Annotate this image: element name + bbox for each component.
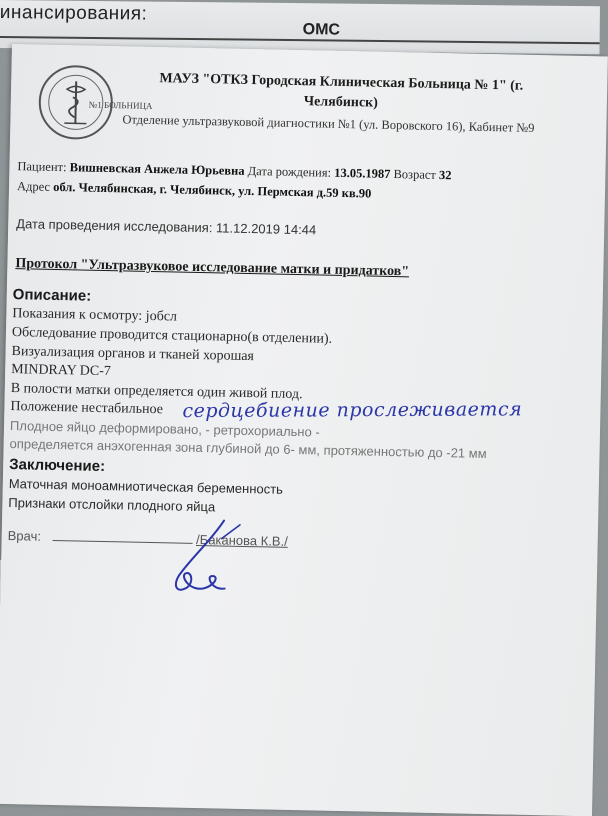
patient-address: обл. Челябинская, г. Челябинск, ул. Пермская д.59 кв.90	[53, 179, 372, 201]
birth-date: 13.05.1987	[334, 165, 391, 181]
department-name: Отделение ультразвуковой диагностики №1 (ул. Воровского 16), Кабинет №9	[122, 112, 535, 135]
description-line: Положение нестабильное	[10, 399, 164, 418]
description-line: В полости матки определяется один живой плод.	[10, 381, 303, 403]
doctor-name: /Баканова К.В./	[195, 531, 288, 549]
patient-name: Вишневская Анжела Юрьевна	[69, 160, 245, 178]
description-line: MINDRAY DC-7	[11, 362, 112, 380]
patient-age: 32	[438, 167, 452, 183]
ultrasound-report-sheet	[0, 44, 608, 816]
conclusion-title: Заключение:	[9, 456, 106, 476]
description-line: Плодное яйцо деформировано, - ретрохориально -	[9, 418, 320, 440]
hospital-logo-icon	[36, 63, 153, 143]
pen-signature-icon	[160, 517, 272, 599]
description-line: Показания к осмотру: jобсл	[12, 306, 178, 325]
conclusion-line: Признаки отслойки плодного яйца	[8, 495, 216, 515]
patient-info	[17, 156, 452, 205]
description-line: Визуализация органов и тканей хорошая	[11, 344, 255, 365]
hospital-name: МАУЗ "ОТКЗ Городская Клиническая Больница № 1" (г. Челябинск)	[159, 71, 524, 111]
description-line: определяется анэхогенная зона глубиной до 6- мм, протяженностью до -21 мм	[9, 436, 487, 462]
financing-label: инансирования:	[0, 1, 148, 25]
handwritten-note: сердцебиение прослеживается	[182, 398, 523, 423]
birth-label: Дата рождения:	[247, 163, 332, 180]
payment-type: ОМС	[302, 21, 341, 39]
patient-label: Пациент:	[17, 159, 67, 175]
age-label: Возраст	[393, 167, 437, 182]
divider	[0, 36, 600, 44]
description-title: Описание:	[12, 286, 92, 305]
logo-number: №1 БОЛЬНИЦА	[88, 99, 153, 111]
exam-date: Дата проведения исследования: 11.12.2019 14:44	[16, 216, 317, 238]
protocol-title: Протокол "Ультразвуковое исследование матки и придатков"	[15, 256, 410, 280]
doctor-label: Врач:	[7, 528, 42, 544]
conclusion-line: Маточная моноамниотическая беременность	[8, 476, 284, 497]
address-label: Адрес	[16, 179, 51, 194]
description-line: Обследование проводится стационарно(в отделении).	[11, 325, 333, 347]
